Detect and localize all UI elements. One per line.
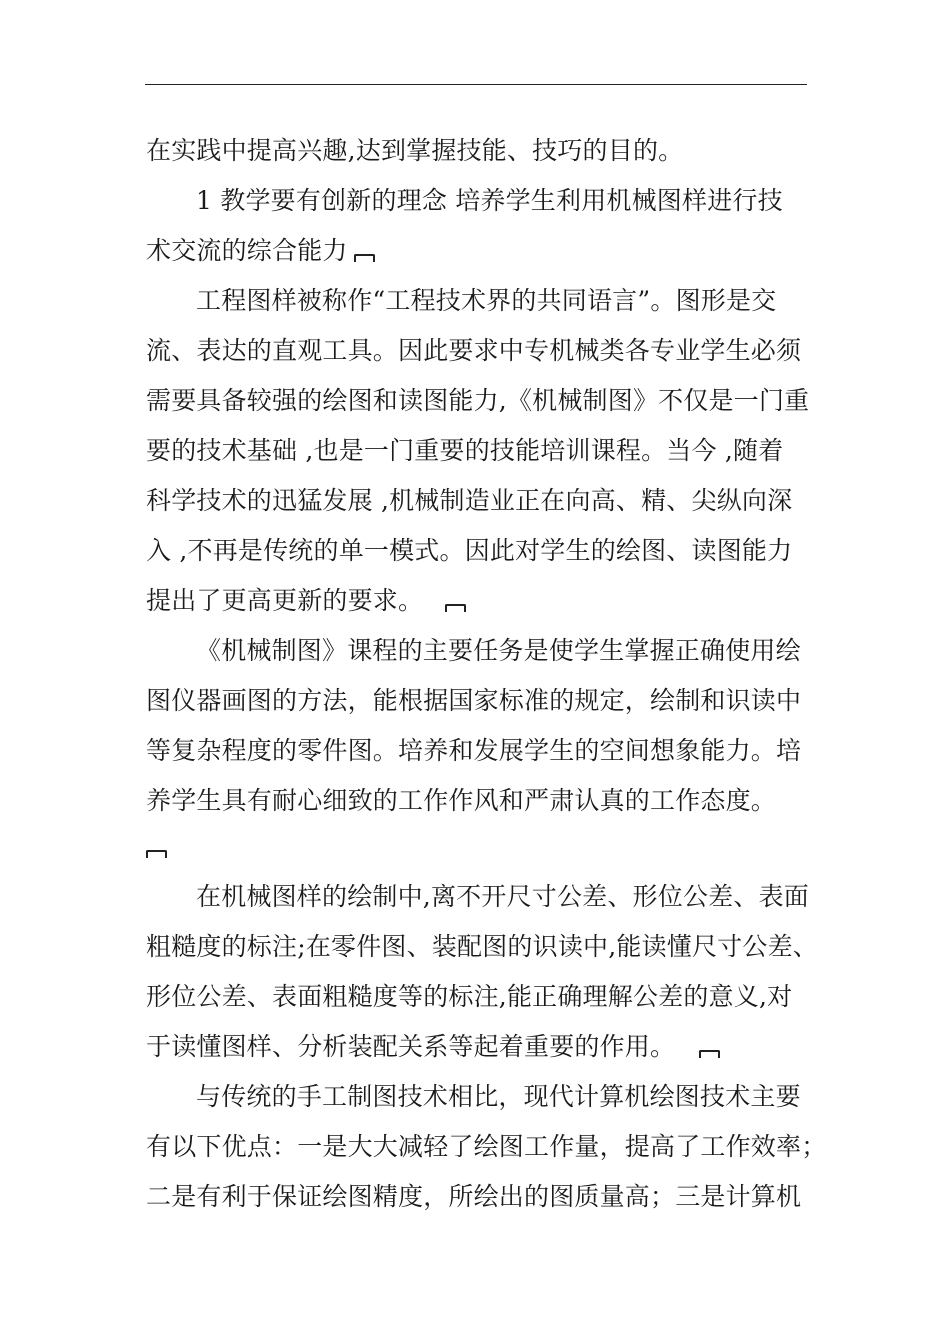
text-line: 等复杂程度的零件图。培养和发展学生的空间想象能力。培 <box>146 736 802 765</box>
text-line: 流、表达的直观工具。因此要求中专机械类各专业学生必须 <box>146 336 802 365</box>
text-line: 有以下优点：一是大大减轻了绘图工作量，提高了工作效率； <box>146 1132 827 1161</box>
text-line: 提出了更高更新的要求。 <box>146 584 466 618</box>
section-heading-line: 1 教学要有创新的理念 培养学生利用机械图样进行技 <box>196 186 783 215</box>
text-line: 与传统的手工制图技术相比，现代计算机绘图技术主要 <box>196 1082 801 1111</box>
text-line: 在机械图样的绘制中,离不开尺寸公差、形位公差、表面 <box>196 882 809 911</box>
placeholder-mark-icon <box>146 850 167 858</box>
text-line: 工程图样被称作“工程技术界的共同语言”。图形是交 <box>196 286 777 315</box>
text-line: 科学技术的迅猛发展 ,机械制造业正在向高、精、尖纵向深 <box>146 486 793 515</box>
text-line: 要的技术基础 ,也是一门重要的技能培训课程。当今 ,随着 <box>146 436 784 465</box>
text-line: 二是有利于保证绘图精度，所绘出的图质量高；三是计算机 <box>146 1182 802 1211</box>
placeholder-mark-icon <box>445 604 466 612</box>
text-line: 形位公差、表面粗糙度等的标注,能正确理解公差的意义,对 <box>146 982 793 1011</box>
text-line: 粗糙度的标注;在零件图、装配图的识读中,能读懂尺寸公差、 <box>146 932 818 961</box>
text-line: 于读懂图样、分析装配关系等起着重要的作用。 <box>146 1030 720 1064</box>
placeholder-mark-icon <box>354 254 375 262</box>
text-line: 入 ,不再是传统的单一模式。因此对学生的绘图、读图能力 <box>146 536 793 565</box>
text-line: 在实践中提高兴趣,达到掌握技能、技巧的目的。 <box>146 136 684 165</box>
text-line: 《机械制图》课程的主要任务是使学生掌握正确使用绘 <box>196 636 801 665</box>
header-rule <box>145 84 807 85</box>
placeholder-mark-icon <box>699 1050 720 1058</box>
text-line: 图仪器画图的方法，能根据国家标准的规定，绘制和识读中 <box>146 686 802 715</box>
text-line: 养学生具有耐心细致的工作作风和严肃认真的工作态度。 <box>146 786 777 815</box>
text-line: 需要具备较强的绘图和读图能力,《机械制图》不仅是一门重 <box>146 386 810 415</box>
section-heading-line: 术交流的综合能力 <box>146 234 375 268</box>
